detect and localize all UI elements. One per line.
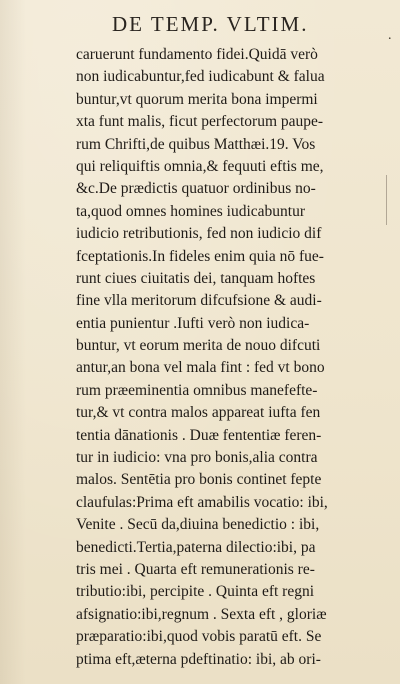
margin-rule — [386, 175, 387, 225]
text-line: entia punientur .Iufti verò non iudica- — [76, 314, 310, 332]
text-line: tur,& vt contra malos appareat iufta fen — [76, 404, 321, 422]
text-line: præparatio:ibi,quod vobis paratū eft. Se — [76, 628, 322, 646]
text-line: tributio:ibi, percipite . Quinta eft regni — [76, 583, 315, 601]
text-line: benedicti.Tertia,paterna dilectio:ibi, pa — [76, 538, 316, 556]
text-line: afsignatio:ibi,regnum . Sexta eft , gloriæ — [76, 605, 327, 623]
text-line: antur,an bona vel mala fint : fed vt bono — [76, 359, 325, 377]
text-line: fceptationis.In fideles enim quia nō fue- — [76, 247, 324, 265]
text-line: caruerunt fundamento fidei.Quidā verò — [76, 46, 318, 63]
text-line: ta,quod omnes homines iudicabuntur — [76, 202, 306, 220]
text-line: rum Chrifti,de quibus Matthæi.19. Vos — [76, 135, 316, 153]
text-line: malos. Sentētia pro bonis continet fepte — [76, 471, 322, 489]
text-line: tentia dānationis . Duæ fententiæ feren- — [76, 426, 322, 444]
text-line: Venite . Secū da,diuina benedictio : ibi, — [76, 516, 320, 534]
running-title: DE TEMP. VLTIM. — [112, 12, 309, 36]
text-line: rum præeminentia omnibus manefefte- — [76, 381, 318, 399]
text-line: fine vlla meritorum difcufsione & audi- — [76, 292, 322, 310]
text-line: qui reliquiftis omnia,& fequuti eftis me, — [76, 157, 324, 175]
page-gutter-shadow — [0, 0, 26, 684]
text-line: non iudicabuntur,fed iudicabunt & falua — [76, 68, 325, 86]
text-line: tur in iudicio: vna pro bonis,alia contra — [76, 449, 318, 467]
text-line: claufulas:Prima eft amabilis vocatio: ibi, — [76, 493, 328, 511]
header-mark: . — [388, 28, 392, 43]
text-line: xta funt malis, ficut perfectorum paupe- — [76, 113, 324, 131]
text-line: buntur, vt eorum merita de nouo difcuti — [76, 337, 321, 355]
text-line: &c.De prædictis quatuor ordinibus no- — [76, 180, 316, 198]
text-line: buntur,vt quorum merita bona impermi — [76, 90, 318, 108]
text-line: ptima eft,æterna pdeftinatio: ibi, ab ori- — [76, 650, 321, 668]
text-line: iudicio retributionis, fed non iudicio dif — [76, 225, 322, 243]
body-text — [76, 44, 386, 671]
text-line: runt ciues ciuitatis dei, tanquam hoftes — [76, 269, 316, 287]
text-line: tris mei . Quarta eft remunerationis re- — [76, 560, 315, 578]
